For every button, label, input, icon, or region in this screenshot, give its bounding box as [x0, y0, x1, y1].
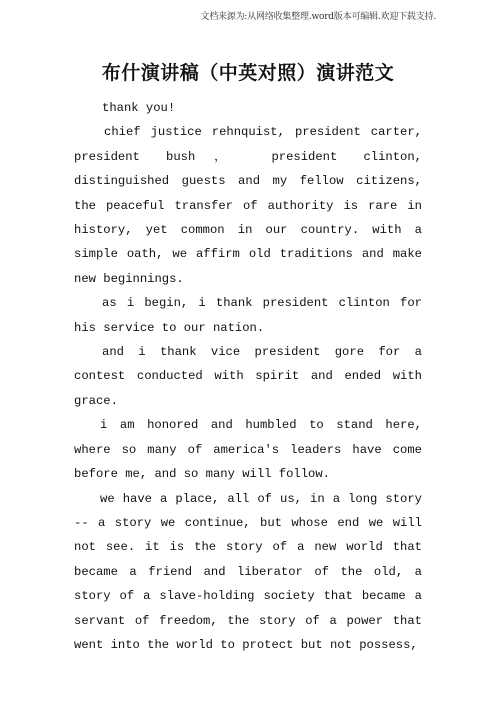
- paragraph-honored: i am honored and humbled to stand here, where so many of america's leaders have come before me, and so many will follow.: [74, 418, 422, 482]
- paragraph-opening: chief justice rehnquist, president carter, president bush， president clinton, distinguished guests and my fellow citizens, the peaceful transfer of authority is rare in history, yet common in our country. with a simple oath, we affirm old traditions and make new beginnings.: [74, 125, 422, 286]
- speech-body: [74, 96, 422, 657]
- paragraph-long-story: we have a place, all of us, in a long story -- a story we continue, but whose end we will not see. it is the story of a new world that became a friend and liberator of the old, a story of a slave-holding society that became a servant of freedom, the story of a power that went into the world to protect but not possess,: [74, 491, 422, 652]
- source-note: 文档来源为:从网络收集整理.word版本可编辑.欢迎下载支持.: [200, 12, 436, 22]
- document-title: 布什演讲稿（中英对照）演讲范文: [101, 62, 395, 84]
- paragraph-thank-you: thank you!: [102, 101, 176, 115]
- paragraph-thanks-clinton: as i begin, i thank president clinton for his service to our nation.: [74, 296, 422, 335]
- paragraph-thanks-gore: and i thank vice president gore for a contest conducted with spirit and ended with grace.: [74, 345, 422, 408]
